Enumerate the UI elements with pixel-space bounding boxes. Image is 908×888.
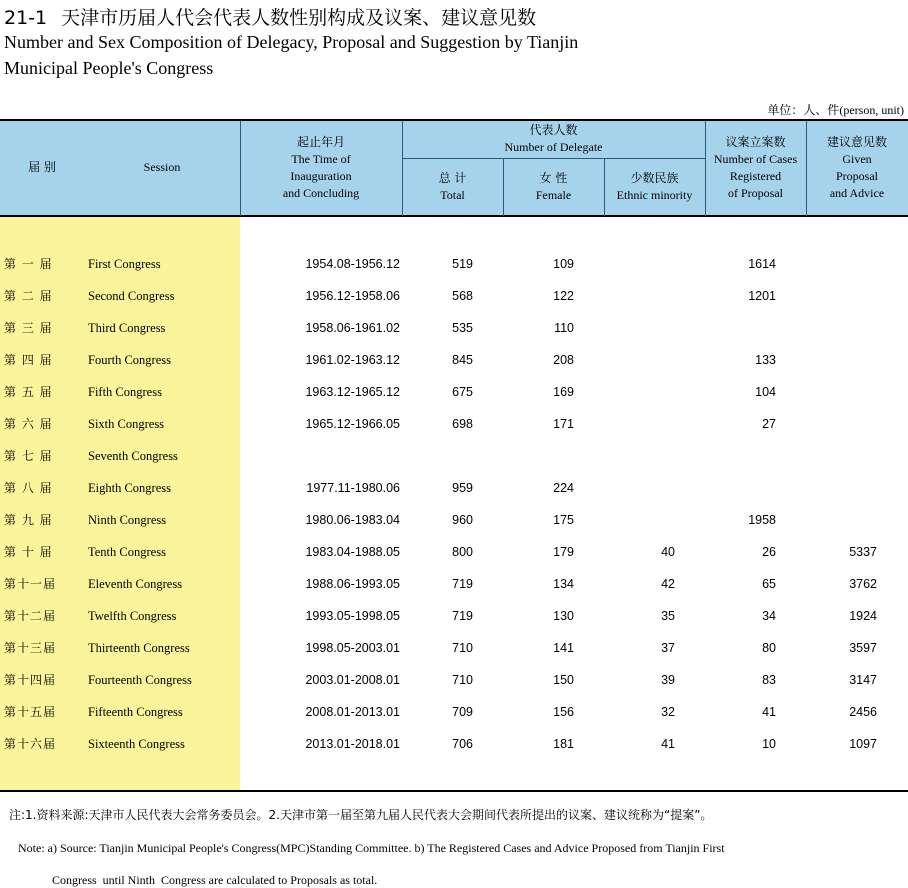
table-row	[0, 382, 908, 402]
total-cell: 519	[452, 257, 473, 271]
table-bottom-rule	[0, 790, 908, 792]
session-cn: 第 十 届	[4, 545, 53, 559]
female-cell: 141	[553, 641, 574, 655]
table-title-en-line1: Number and Sex Composition of Delegacy, Proposal and Suggestion by Tianjin	[4, 32, 579, 52]
header-proposal-en2: Registered	[729, 169, 782, 183]
period-cell: 1954.08-1956.12	[305, 257, 400, 271]
female-cell: 130	[553, 609, 574, 623]
female-cell: 208	[553, 353, 574, 367]
proposal-cell: 104	[755, 385, 776, 399]
female-cell: 179	[553, 545, 574, 559]
female-cell: 122	[553, 289, 574, 303]
period-cell: 1963.12-1965.12	[305, 385, 400, 399]
header-total-cn: 总 计	[438, 171, 467, 185]
session-en: Fifth Congress	[88, 385, 162, 399]
female-cell: 150	[553, 673, 574, 687]
header-time-cn: 起止年月	[296, 135, 345, 149]
total-cell: 675	[452, 385, 473, 399]
session-en: Thirteenth Congress	[88, 641, 190, 655]
female-cell: 175	[553, 513, 574, 527]
advice-cell: 5337	[849, 545, 877, 559]
session-cn: 第 三 届	[4, 321, 53, 335]
period-cell: 1965.12-1966.05	[305, 417, 400, 431]
session-en: Eleventh Congress	[88, 577, 183, 591]
female-cell: 171	[553, 417, 574, 431]
table-row	[0, 414, 908, 434]
session-cn: 第 五 届	[4, 385, 53, 399]
proposal-cell: 10	[762, 737, 776, 751]
advice-cell: 1097	[849, 737, 877, 751]
header-ethnic-cn: 少数民族	[630, 171, 679, 185]
header-proposal-en3: of Proposal	[728, 186, 783, 200]
header-bottom-rule	[0, 215, 908, 217]
header-session-en: Session	[143, 160, 181, 174]
note-cn: 注:1.资料来源:天津市人民代表大会常务委员会。2.天津市第一届至第九届人民代表大会期间代表所提出的议案、建议统称为“提案”。	[9, 808, 713, 822]
female-cell: 181	[553, 737, 574, 751]
session-cn: 第 八 届	[4, 481, 53, 495]
advice-cell: 3147	[849, 673, 877, 687]
table-title-en-line2: Municipal People's Congress	[4, 58, 214, 78]
session-en: Ninth Congress	[88, 513, 167, 527]
header-time-en3: and Concluding	[282, 186, 360, 200]
proposal-cell: 65	[762, 577, 776, 591]
female-cell: 109	[553, 257, 574, 271]
note-en-line1: Note: a) Source: Tianjin Municipal People's Congress(MPC)Standing Committee. b) The Registered Cases and Advice Proposed from Tianjin First	[18, 841, 725, 855]
total-cell: 710	[452, 641, 473, 655]
total-cell: 719	[452, 577, 473, 591]
table-row	[0, 350, 908, 370]
female-cell: 134	[553, 577, 574, 591]
header-proposal-cn: 议案立案数	[725, 135, 786, 149]
session-cn: 第十六届	[4, 737, 57, 751]
header-time-en1: The Time of	[291, 152, 351, 166]
header-divider	[402, 158, 705, 159]
period-cell: 1961.02-1963.12	[305, 353, 400, 367]
ethnic-cell: 40	[661, 545, 675, 559]
ethnic-cell: 42	[661, 577, 675, 591]
session-cn: 第十五届	[4, 705, 57, 719]
session-cn: 第十四届	[4, 673, 57, 687]
header-advice-en3: and Advice	[829, 186, 885, 200]
table-row	[0, 478, 908, 498]
note-en-line2: Congress until Ninth Congress are calculated to Proposals as total.	[52, 873, 378, 887]
female-cell: 169	[553, 385, 574, 399]
table-row	[0, 286, 908, 306]
total-cell: 845	[452, 353, 473, 367]
ethnic-cell: 39	[661, 673, 675, 687]
proposal-cell: 83	[762, 673, 776, 687]
proposal-cell: 80	[762, 641, 776, 655]
session-cn: 第十三届	[4, 641, 57, 655]
unit-label: 单位：人、件(person, unit)	[767, 103, 904, 117]
total-cell: 719	[452, 609, 473, 623]
table-row	[0, 254, 908, 274]
session-en: Fourth Congress	[88, 353, 171, 367]
proposal-cell: 26	[762, 545, 776, 559]
header-delegate-en: Number of Delegate	[504, 140, 603, 154]
total-cell: 960	[452, 513, 473, 527]
session-cn: 第 六 届	[4, 417, 53, 431]
session-en: Fifteenth Congress	[88, 705, 183, 719]
session-en: Sixth Congress	[88, 417, 165, 431]
female-cell: 224	[553, 481, 574, 495]
total-cell: 959	[452, 481, 473, 495]
table-row	[0, 670, 908, 690]
session-en: Tenth Congress	[88, 545, 166, 559]
session-cn: 第 四 届	[4, 353, 53, 367]
period-cell: 2003.01-2008.01	[305, 673, 400, 687]
session-en: Sixteenth Congress	[88, 737, 185, 751]
period-cell: 1956.12-1958.06	[305, 289, 400, 303]
period-cell: 1988.06-1993.05	[305, 577, 400, 591]
period-cell: 1983.04-1988.05	[305, 545, 400, 559]
period-cell: 1977.11-1980.06	[306, 481, 400, 495]
total-cell: 698	[452, 417, 473, 431]
header-session-cn: 届 别	[28, 160, 56, 174]
female-cell: 110	[554, 321, 574, 335]
period-cell: 2013.01-2018.01	[305, 737, 400, 751]
session-cn: 第 一 届	[4, 257, 53, 271]
proposal-cell: 34	[762, 609, 776, 623]
period-cell: 1980.06-1983.04	[305, 513, 400, 527]
period-cell: 2008.01-2013.01	[305, 705, 400, 719]
total-cell: 710	[452, 673, 473, 687]
session-en: Twelfth Congress	[88, 609, 177, 623]
session-cn: 第十二届	[4, 609, 57, 623]
table-row	[0, 446, 908, 466]
ethnic-cell: 37	[661, 641, 675, 655]
proposal-cell: 41	[762, 705, 776, 719]
header-ethnic-en: Ethnic minority	[616, 188, 693, 202]
session-cn: 第 七 届	[4, 449, 53, 463]
header-delegate-cn: 代表人数	[529, 123, 578, 137]
total-cell: 535	[452, 321, 473, 335]
session-en: Fourteenth Congress	[88, 673, 192, 687]
session-cn: 第十一届	[4, 577, 57, 591]
table-row	[0, 318, 908, 338]
session-en: Third Congress	[88, 321, 166, 335]
header-advice-en2: Proposal	[836, 169, 878, 183]
table-row	[0, 638, 908, 658]
header-advice-en1: Given	[842, 152, 872, 166]
period-cell: 1998.05-2003.01	[305, 641, 400, 655]
table-row	[0, 734, 908, 754]
session-cn: 第 九 届	[4, 513, 53, 527]
total-cell: 800	[452, 545, 473, 559]
table-number: 21-1	[4, 7, 48, 29]
proposal-cell: 27	[762, 417, 776, 431]
header-female-en: Female	[535, 188, 572, 202]
header-total-en: Total	[440, 188, 465, 202]
header-advice-cn: 建议意见数	[826, 135, 887, 149]
advice-cell: 3762	[849, 577, 877, 591]
total-cell: 568	[452, 289, 473, 303]
period-cell: 1958.06-1961.02	[305, 321, 400, 335]
table-row	[0, 542, 908, 562]
advice-cell: 2456	[849, 705, 877, 719]
table-title-cn-text: 天津市历届人代会代表人数性别构成及议案、建议意见数	[61, 7, 537, 29]
session-en: First Congress	[88, 257, 161, 271]
proposal-cell: 133	[755, 353, 776, 367]
ethnic-cell: 35	[661, 609, 675, 623]
proposal-cell: 1614	[748, 257, 776, 271]
session-cn: 第 二 届	[4, 289, 53, 303]
header-time-en2: Inauguration	[290, 169, 352, 183]
ethnic-cell: 41	[661, 737, 675, 751]
table-row	[0, 510, 908, 530]
table-row	[0, 574, 908, 594]
proposal-cell: 1958	[748, 513, 776, 527]
header-proposal-en1: Number of Cases	[713, 152, 798, 166]
session-en: Second Congress	[88, 289, 175, 303]
period-cell: 1993.05-1998.05	[305, 609, 400, 623]
table-row	[0, 702, 908, 722]
session-en: Eighth Congress	[88, 481, 171, 495]
proposal-cell: 1201	[748, 289, 776, 303]
header-female-cn: 女 性	[539, 171, 568, 185]
total-cell: 709	[452, 705, 473, 719]
total-cell: 706	[452, 737, 473, 751]
session-en: Seventh Congress	[88, 449, 178, 463]
top-rule	[0, 119, 908, 121]
female-cell: 156	[553, 705, 574, 719]
ethnic-cell: 32	[661, 705, 675, 719]
advice-cell: 3597	[849, 641, 877, 655]
advice-cell: 1924	[849, 609, 877, 623]
table-row	[0, 606, 908, 626]
table-title-cn	[4, 3, 536, 30]
